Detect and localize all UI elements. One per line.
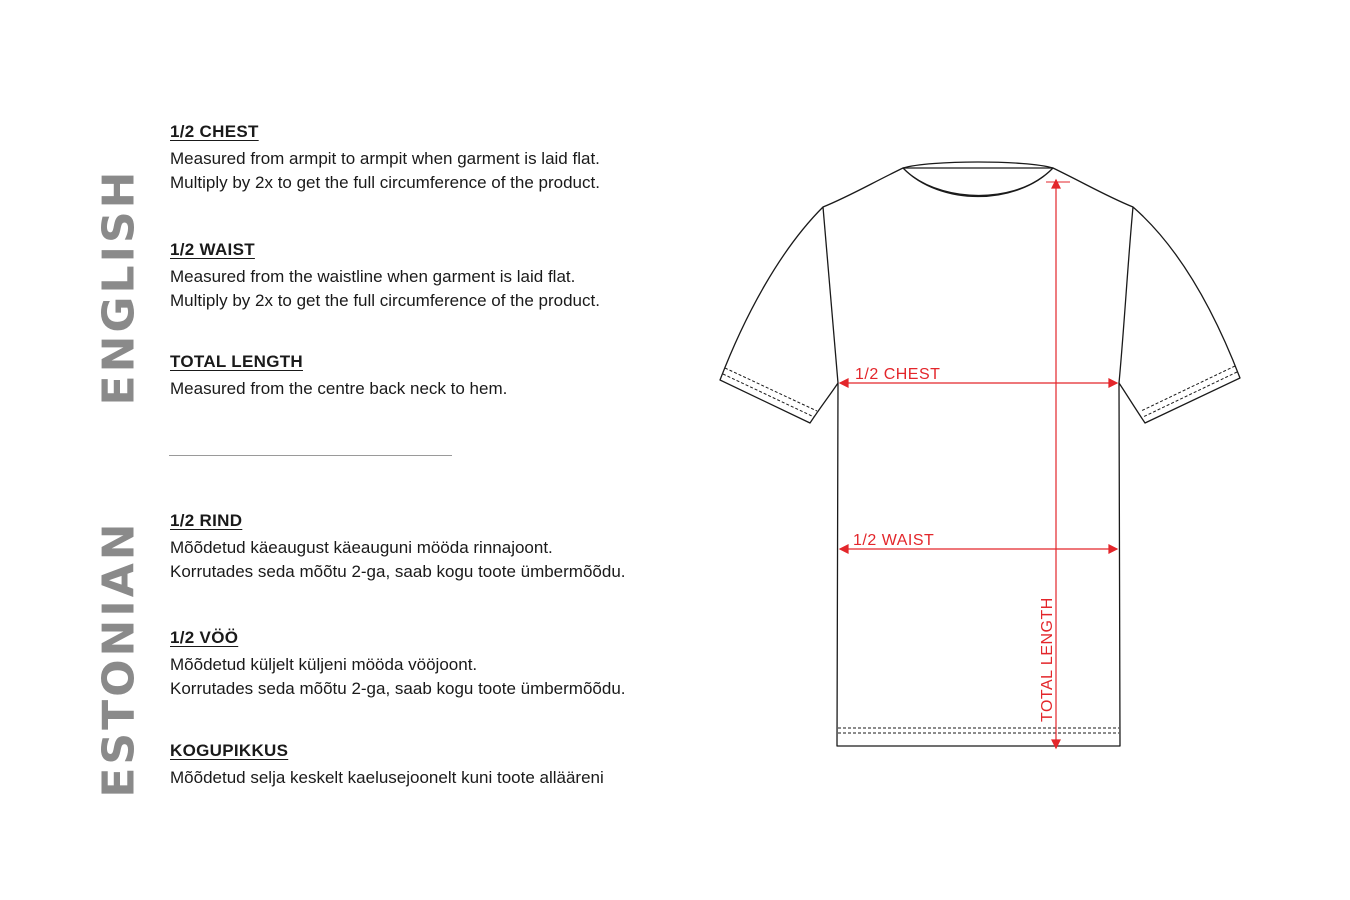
section-title: 1/2 RIND bbox=[170, 511, 243, 530]
left-sleeve-hem-stitch-2 bbox=[723, 374, 814, 417]
section-title: 1/2 VÖÖ bbox=[170, 628, 239, 647]
section-length-et bbox=[170, 741, 604, 790]
section-waist-en bbox=[170, 240, 600, 313]
collar-rib bbox=[912, 176, 1044, 196]
right-sleeve-hem-stitch bbox=[1141, 366, 1235, 411]
section-text: Measured from armpit to armpit when garment is laid flat. bbox=[170, 149, 600, 168]
section-text: Mõõdetud käeaugust käeauguni mööda rinnajoont. bbox=[170, 538, 553, 557]
section-text: Multiply by 2x to get the full circumference of the product. bbox=[170, 173, 600, 192]
section-text: Korrutades seda mõõtu 2-ga, saab kogu toote ümbermõõdu. bbox=[170, 679, 626, 698]
length-label: TOTAL LENGTH bbox=[1039, 597, 1056, 722]
neckline bbox=[903, 168, 1053, 197]
section-length-en bbox=[170, 352, 507, 401]
length-arrow-bottom bbox=[1052, 740, 1060, 748]
chest-label: 1/2 CHEST bbox=[855, 366, 941, 383]
section-text: Mõõdetud selja keskelt kaelusejoonelt kuni toote allääreni bbox=[170, 768, 604, 787]
section-chest-et bbox=[170, 511, 626, 584]
chest-arrow-left bbox=[840, 379, 848, 387]
section-text: Multiply by 2x to get the full circumference of the product. bbox=[170, 291, 600, 310]
measurements bbox=[840, 180, 1117, 748]
section-text: Mõõdetud küljelt küljeni mööda vööjoont. bbox=[170, 655, 478, 674]
tshirt-body bbox=[720, 168, 1240, 746]
armhole-seam-left bbox=[823, 207, 838, 383]
waist-arrow-right bbox=[1109, 545, 1117, 553]
tshirt-outline bbox=[720, 162, 1240, 746]
section-text: Korrutades seda mõõtu 2-ga, saab kogu toote ümbermõõdu. bbox=[170, 562, 626, 581]
section-title: 1/2 CHEST bbox=[170, 122, 259, 141]
right-sleeve-hem-stitch-2 bbox=[1143, 372, 1237, 417]
section-title: TOTAL LENGTH bbox=[170, 352, 303, 371]
section-title: 1/2 WAIST bbox=[170, 240, 255, 259]
armhole-seam-right bbox=[1119, 207, 1133, 383]
section-divider bbox=[169, 455, 452, 456]
length-arrow-top bbox=[1052, 180, 1060, 188]
neckline-inner bbox=[903, 162, 1053, 168]
section-chest-en bbox=[170, 122, 600, 195]
section-text: Measured from the centre back neck to hem. bbox=[170, 379, 508, 398]
waist-arrow-left bbox=[840, 545, 848, 553]
section-text: Measured from the waistline when garment is laid flat. bbox=[170, 267, 576, 286]
waist-label: 1/2 WAIST bbox=[853, 532, 935, 549]
tshirt-diagram bbox=[700, 150, 1260, 770]
section-title: KOGUPIKKUS bbox=[170, 741, 289, 760]
chest-arrow-right bbox=[1109, 379, 1117, 387]
section-waist-et bbox=[170, 628, 626, 701]
